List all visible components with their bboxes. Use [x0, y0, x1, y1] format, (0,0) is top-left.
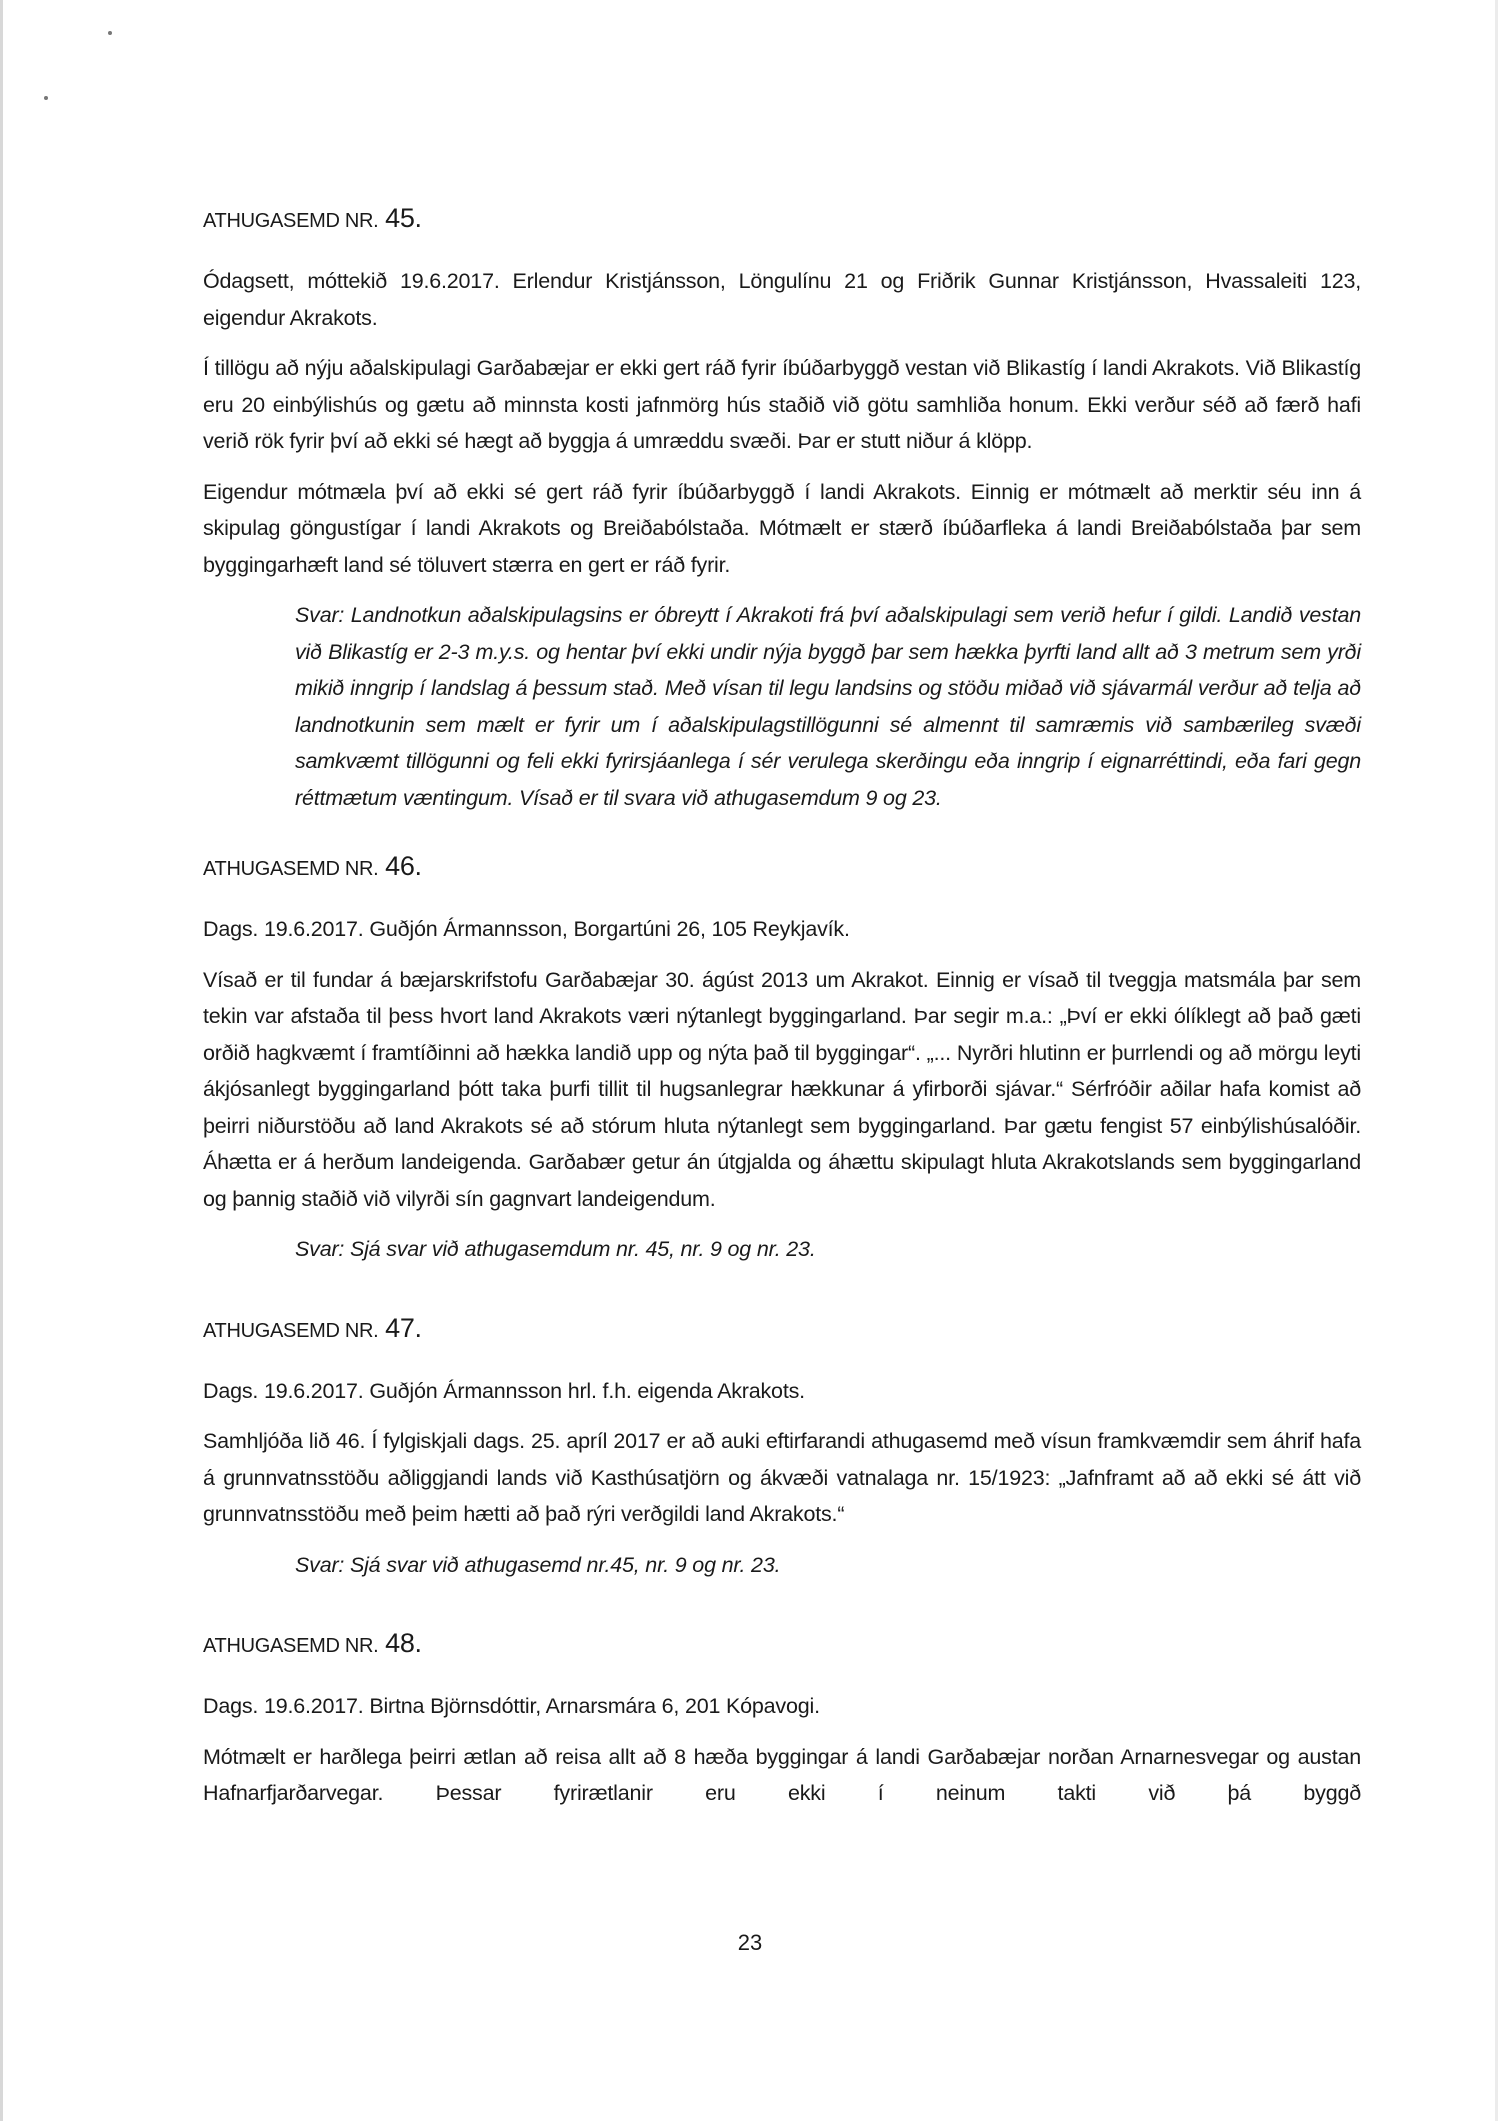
heading-number: 47. [385, 1312, 422, 1343]
sender-line: Dags. 19.6.2017. Guðjón Ármannsson, Borgartúni 26, 105 Reykjavík. [203, 917, 850, 941]
scan-speck [108, 31, 112, 35]
heading-prefix: ATHUGASEMD NR. [203, 210, 379, 232]
comment-section-46 [203, 846, 1361, 1268]
body-paragraph: Samhljóða lið 46. Í fylgiskjali dags. 25. apríl 2017 er að auki eftirfarandi athugasemd með vísun framkvæmdir sem áhrif hafa á grunnvatnsstöðu aðliggjandi lands við Kasthúsatjörn og ákvæði vatnalaga nr. 15/1923: „Jafnframt að að ekki sé átt við grunnvatnsstöðu með þeim hætti að það rýri verðgildi land Akrakots.“ [203, 1429, 1361, 1526]
answer-paragraph: Svar: Sjá svar við athugasemdum nr. 45, nr. 9 og nr. 23. [295, 1237, 816, 1261]
scan-edge-right [1495, 0, 1498, 2121]
section-heading [203, 198, 1361, 241]
section-heading [203, 1308, 1361, 1351]
heading-prefix: ATHUGASEMD NR. [203, 1635, 379, 1657]
body-paragraph: Vísað er til fundar á bæjarskrifstofu Garðabæjar 30. ágúst 2013 um Akrakot. Einnig er vísað til tveggja matsmála þar sem tekin var afstaða til þess hvort land Akrakots væri nýtanlegt byggingarland. Þar segir m.a.: „Því er ekki ólíklegt að það gæti orðið hagkvæmt í framtíðinni að hækka landið upp og nýta það til byggingar“. „... Nyrðri hlutinn er þurrlendi og að mörgu leyti ákjósanlegt byggingarland þótt taka þurfi tillit til hugsanlegrar hækkunar á yfirborði sjávar.“ Sérfróðir aðilar hafa komist að þeirri niðurstöðu að land Akrakots sé að stórum hluta nýtanlegt sem byggingarland. Þar gætu fengist 57 einbýlishúsalóðir. Áhætta er á herðum landeigenda. Garðabær getur án útgjalda og áhættu skipulagt hluta Akrakotslands sem byggingarland og þannig staðið við vilyrði sín gagnvart landeigendum. [203, 967, 1361, 1211]
answer-paragraph: Svar: Landnotkun aðalskipulagsins er óbreytt í Akrakoti frá því aðalskipulagi sem verið hefur í gildi. Landið vestan við Blikastíg er 2-3 m.y.s. og hentar því ekki undir nýja byggð þar sem hækka þyrfti land allt að 3 metrum sem yrði mikið inngrip í landslag á þessum stað. Með vísan til legu landsins og stöðu miðað við sjávarmál verður að telja að landnotkunin sem mælt er fyrir um í aðalskipulagstillögunni sé almennt til samræmis við sambærileg svæði samkvæmt tillögunni og feli ekki fyrirsjáanlega í sér verulega skerðingu eða inngrip í eignarréttindi, eða fari gegn réttmætum væntingum. Vísað er til svara við athugasemdum 9 og 23. [295, 603, 1361, 810]
body-paragraph: Í tillögu að nýju aðalskipulagi Garðabæjar er ekki gert ráð fyrir íbúðarbyggð vestan við Blikastíg í landi Akrakots. Við Blikastíg eru 20 einbýlishús og gætu að minnsta kosti jafnmörg hús staðið við götu samhliða honum. Ekki verður séð að færð hafi verið rök fyrir því að ekki sé hægt að byggja á umræddu svæði. Þar er stutt niður á klöpp. [203, 356, 1361, 453]
answer-paragraph: Svar: Sjá svar við athugasemd nr.45, nr. 9 og nr. 23. [295, 1552, 781, 1577]
heading-prefix: ATHUGASEMD NR. [203, 1319, 379, 1342]
heading-prefix: ATHUGASEMD NR. [203, 858, 379, 880]
comment-section-47 [203, 1308, 1361, 1584]
sender-line: Dags. 19.6.2017. Guðjón Ármannsson hrl. f.h. eigenda Akrakots. [203, 1378, 805, 1403]
heading-number: 48. [385, 1628, 422, 1658]
comment-section-45 [203, 198, 1361, 816]
body-paragraph: Eigendur mótmæla því að ekki sé gert ráð fyrir íbúðarbyggð í landi Akrakots. Einnig er mótmælt að merktir séu inn á skipulag göngustígar í landi Akrakots og Breiðabólstaða. Mótmælt er stærð íbúðarfleka á landi Breiðabólstaða þar sem byggingarhæft land sé töluvert stærra en gert er ráð fyrir. [203, 479, 1361, 577]
sender-line: Ódagsett, móttekið 19.6.2017. Erlendur Kristjánsson, Löngulínu 21 og Friðrik Gunnar Kristjánsson, Hvassaleiti 123, eigendur Akrakots. [203, 269, 1361, 330]
page-content [203, 198, 1361, 1826]
page-number: 23 [737, 1930, 763, 1955]
heading-number: 46. [385, 851, 422, 881]
section-heading [203, 1623, 1361, 1666]
scan-edge-left [0, 0, 3, 2121]
heading-number: 45. [385, 203, 422, 233]
section-heading [203, 846, 1361, 889]
body-paragraph: Mótmælt er harðlega þeirri ætlan að reisa allt að 8 hæða byggingar á landi Garðabæjar norðan Arnarnesvegar og austan Hafnarfjarðarvegar. Þessar fyrirætlanir eru ekki í neinum takti við þá byggð [203, 1744, 1361, 1805]
scan-speck [44, 96, 48, 100]
comment-section-48 [203, 1623, 1361, 1812]
sender-line: Dags. 19.6.2017. Birtna Björnsdóttir, Arnarsmára 6, 201 Kópavogi. [203, 1694, 820, 1718]
